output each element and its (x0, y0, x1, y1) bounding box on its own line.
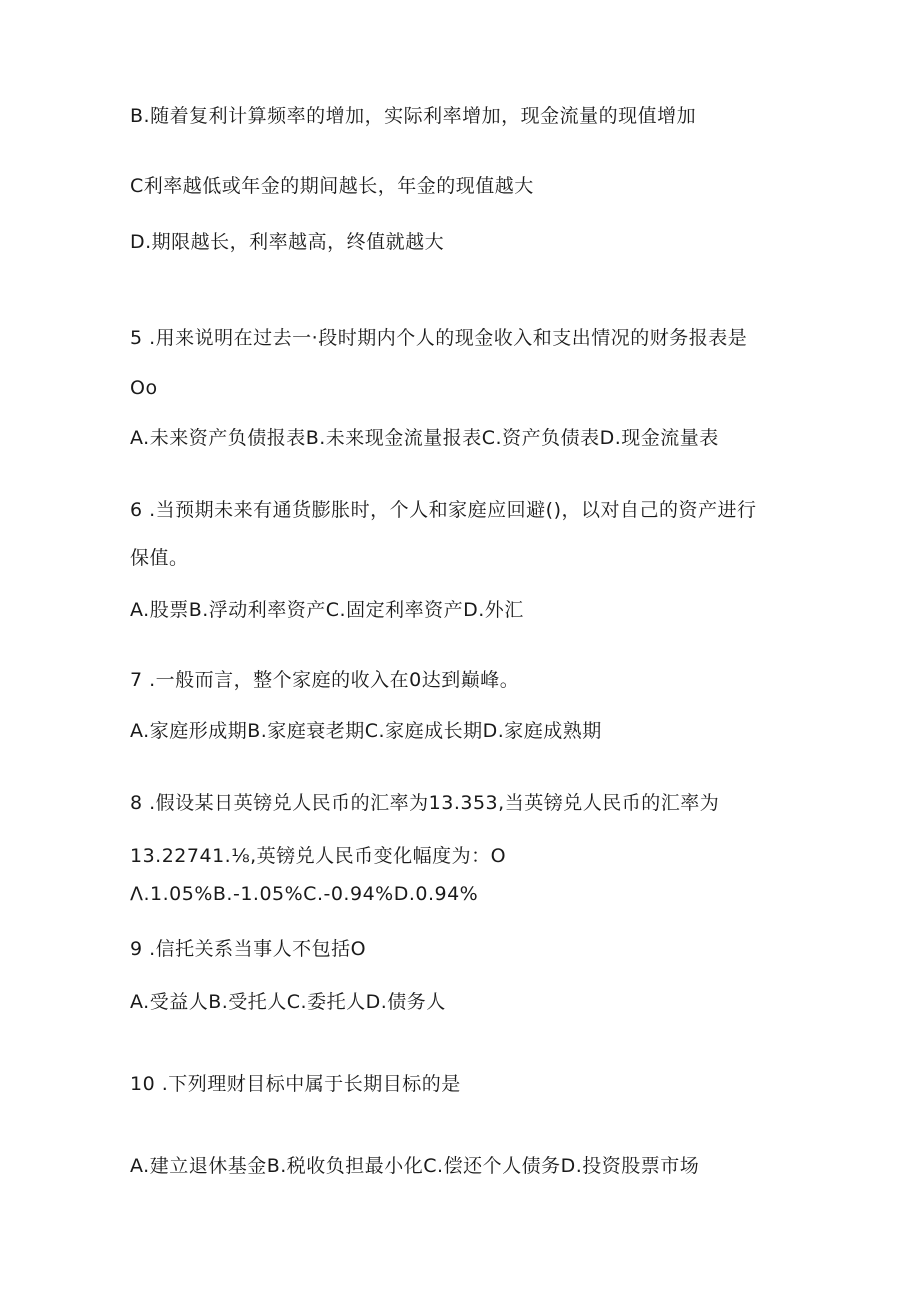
question-8-cont: 13.22741.⅛,英镑兑人民币变化幅度为：O (130, 845, 507, 867)
options-q8: Λ.1.05%B.-1.05%C.-0.94%D.0.94% (130, 883, 479, 905)
option-d-q4: D.期限越长，利率越高，终值就越大 (130, 231, 445, 253)
question-6: 6 .当预期未来有通货膨胀时，个人和家庭应回避()，以对自己的资产进行 (130, 499, 757, 521)
options-q10: A.建立退休基金B.税收负担最小化C.偿还个人债务D.投资股票市场 (130, 1155, 700, 1177)
question-7: 7 .一般而言，整个家庭的收入在0达到巅峰。 (130, 669, 520, 691)
option-c-q4: C利率越低或年金的期间越长，年金的现值越大 (130, 175, 534, 197)
option-b-q4: B.随着复利计算频率的增加，实际利率增加，现金流量的现值增加 (130, 105, 697, 127)
question-6-cont: 保值。 (130, 547, 189, 569)
options-q9: A.受益人B.受托人C.委托人D.债务人 (130, 991, 446, 1013)
question-5: 5 .用来说明在过去一·段时期内个人的现金收入和支出情况的财务报表是 (130, 327, 748, 349)
options-q7: A.家庭形成期B.家庭衰老期C.家庭成长期D.家庭成熟期 (130, 720, 602, 742)
question-5-cont: Oo (130, 377, 158, 399)
options-q5: A.未来资产负债报表B.未来现金流量报表C.资产负债表D.现金流量表 (130, 427, 719, 449)
options-q6: A.股票B.浮动利率资产C.固定利率资产D.外汇 (130, 599, 524, 621)
question-10: 10 .下列理财目标中属于长期目标的是 (130, 1073, 461, 1095)
question-8: 8 .假设某日英镑兑人民币的汇率为13.353,当英镑兑人民币的汇率为 (130, 792, 720, 814)
question-9: 9 .信托关系当事人不包括O (130, 938, 367, 960)
